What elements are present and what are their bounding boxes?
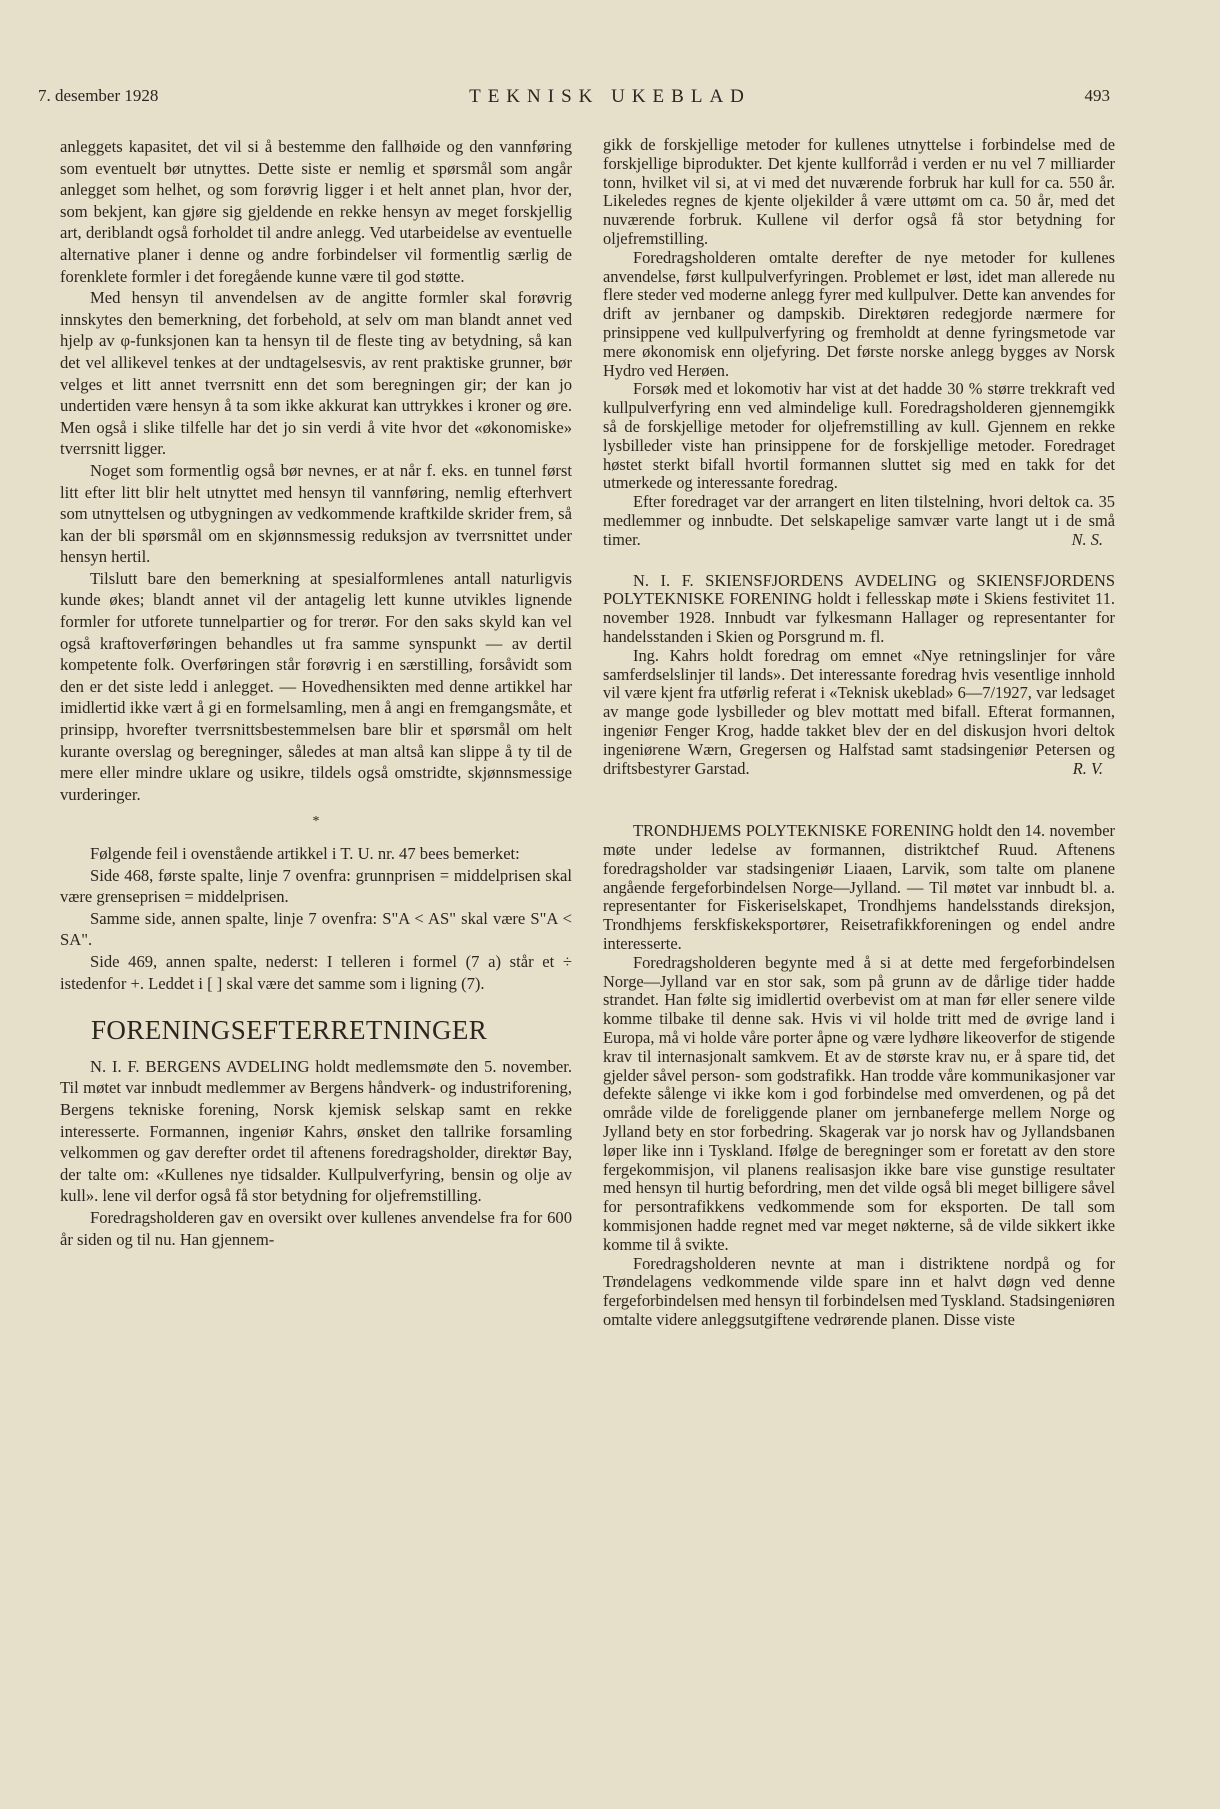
author-signature: N. S.: [1071, 529, 1103, 549]
left-column: [60, 136, 572, 1250]
section-heading: FORENINGSEFTERRETNINGER: [91, 1015, 488, 1046]
paragraph: Med hensyn til anvendelsen av de angitte formler skal forøvrig innskytes den bemerkning, det forbehold, at selv om man blandt annet ved hjelp av φ-funksjonen kan ta hensyn til de fleste ting av betydning, så kan det vel allikevel tenkes at der undtagelsesvis, av rent praktiske grunner, bør velges et litt annet tverrsnitt enn det som beregningen gir; der kan jo undertiden være hensyn å ta som ikke akkurat kan uttrykkes i kroner og øre. Men også i slike tilfelle har det jo sin verdi å vite hvor det «økonomiske» tverrsnitt ligger.: [60, 288, 572, 459]
page-number: 493: [1084, 86, 1110, 105]
paragraph: [603, 647, 1115, 779]
errata-intro: Følgende feil i ovenstående artikkel i T. U. nr. 47 bees bemerket:: [90, 844, 520, 863]
report-trondhjem: TRONDHJEMS POLYTEKNISKE FORENING holdt den 14. november møte under ledelse av formannen, distriktchef Ruud. Aftenens foredragsholder var stadsingeniør Liaaen, Larvik, som talte om planene angående fergeforbindelsen Norge—Jylland. — Til møtet var innbudt bl. a. representanter for Fiskeriselskapet, Trondhjems handelsstands direksjon, Trondhjems ferskfiskeksportører, Reisetrafikkforeningen og endel andre interesserte.: [603, 821, 1115, 954]
paragraph: gikk de forskjellige metoder for kullenes utnyttelse i forbindelse med de forskjellige biprodukter. Det kjente kullforråd i verden er nu vel 7 milliarder tonn, hvilket vil si, at vi med det nuværende forbruk har kull for ca. 550 år. Likeledes regnes de kjente oljekilder å være uttømt om ca. 50 år, med det nuværende forbruk. Kullene vil derfor også få stor betydning for oljefremstilling.: [603, 135, 1115, 248]
paragraph: Foredragsholderen nevnte at man i distriktene nordpå og for Trøndelagens vedkommende vilde spare inn et halvt døgn ved denne fergeforbindelsen med hensyn til forbindelsen med Tyskland. Stadsingeniøren omtalte videre anleggsutgiftene vedrørende planen. Disse viste: [603, 1253, 1115, 1330]
paragraph: anleggets kapasitet, det vil si å bestemme den fallhøide og den vannføring som eventuelt bør utnyttes. Dette siste er nemlig et spørsmål som angår anlegget som helhet, og som forøvrig ligger i et helt annet plan, hvor der, som bekjent, kan gjøre sig gjeldende en rekke hensyn av meget forskjellig art, deriblandt også forholdet til andre anlegg. Ved utarbeidelse av eventuelle alternative planer i denne og andre forbindelser vil formentlig særlig de forenklete formler i det foregående kunne være til god støtte.: [60, 137, 572, 286]
report-bergen: N. I. F. BERGENS AVDELING holdt medlemsmøte den 5. november. Til møtet var innbudt medlemmer av Bergens håndverk- og industriforening, Bergens tekniske forening, Norsk kjemisk selskap samt en rekke interesserte. Formannen, ingeniør Kahrs, ønsket den tallrike forsamling velkommen og gav derefter ordet til aftenens foredragsholder, direktør Bay, der talte om: «Kullenes nye tidsalder. Kullpulverfyring, bensin og olje av kull». lene vil derfor også få stor betydning for oljefremstilling.: [60, 1056, 572, 1206]
paragraph-text: Ing. Kahrs holdt foredrag om emnet «Nye retningslinjer for våre samferdselslinjer til lands». Det interessante foredrag hvis vesentlige innhold vil være kjent fra utførlig referat i «Teknisk ukeblad» 6—7/1927, var ledsaget av mange gode lysbilleder og blev mottatt med bifall. Efterat formannen, ingeniør Fenger Krog, hadde takket blev der en del diskusjon hvori deltok ingeniørene Wærn, Gregersen og Halfstad samt stadsingeniør Petersen og driftsbestyrer Garstad.: [603, 645, 1115, 778]
errata-item: Side 468, første spalte, linje 7 ovenfra: grunnprisen = middelprisen skal være grenseprisen = middelprisen.: [60, 865, 572, 907]
paragraph-text: Efter foredraget var der arrangert en liten tilstelning, hvori deltok ca. 35 medlemmer og innbudte. Det selskapelige samvær varte langt ut i de små timer.: [603, 492, 1115, 549]
section-divider: *: [312, 814, 320, 830]
paragraph: Forsøk med et lokomotiv har vist at det hadde 30 % større trekkraft ved kullpulverfyring enn ved almindelige kull. Foredragsholderen gjennemgikk så de forskjellige metoder for oljefremstilling av kull. Gjennem en rekke lysbilleder viste han prinsippene for de forskjellige metoder. Foredraget høstet sterkt bifall hvortil formannen sluttet sig med en takk for det utmerkede og interessante foredrag.: [603, 379, 1115, 493]
paragraph: Foredragsholderen begynte med å si at dette med fergeforbindelsen Norge—Jylland var en stor sak, som på grunn av de dårlige tider hadde strandet. Han følte sig imidlertid overbevist om at man før eller senere vilde komme tilbake til denne sak. Hvis vi vil holde tritt med de øvrige land i Europa, må vi holde våre porter åpne og være lydhøre likeoverfor de stigende krav til internasjonalt samkvem. Et av de største krav nu, er å spare tid, det gjelder såvel person- som godstrafikk. Han trodde våre kommunikasjoner var defekte sålenge vi ikke kom i god forbindelse med omverdenen, og på det område vilde de foreliggende planer om jernbaneferge mellem Norge og Jylland bety en stor forbedring. Skagerak var jo norsk hav og Jyllandsbanen løper like inn i Tyskland. Ifølge de beregninger som er foretatt av den store fergekommisjon, vil planens realisasjon ikke bare vise gunstige resultater med hensyn til hurtig befordring, men det vilde også bli meget billigere såvel for persontrafikkens vedkommende som for eksporten. De tall som kommisjonen hadde regnet med var meget nøkterne, så de vilde sikkert ikke komme til å svikte.: [603, 952, 1115, 1254]
paragraph: Foredragsholderen omtalte derefter de nye metoder for kullenes anvendelse, først kullpulverfyringen. Problemet er løst, idet man allerede nu flere steder ved moderne anlegg fyrer med kullpulver. Dette kan anvendes for drift av jernbaner og dampskib. Direktøren redegjorde nærmere for prinsippene ved kullpulverfyring og fremholdt at denne fyringsmetode var mere økonomisk enn oljefyring. Det første norske anlegg bygges av Norsk Hydro ved Herøen.: [603, 247, 1115, 380]
paragraph: [603, 493, 1115, 549]
paragraph: Tilslutt bare den bemerkning at spesialformlenes antall naturligvis kunde økes; blandt annet vil der antagelig lett kunne utvikles lignende formler for utforete tunnelpartier og for trerør. For den saks skyld kan vel også kraftoverføringen behandles ut fra samme synspunkt — av dertil kompetente folk. Overføringen står forøvrig i en særstilling, forsåvidt som den er det siste ledd i anlegget. — Hovedhensikten med denne artikkel har imidlertid ikke vært å gi en formelsamling, men å angi en fremgangsmåte, et prinsipp, hvorefter tverrsnittsbestemmelsen bare blir et spørsmål om helt kurante overslag og beregninger, således at man altså kan slippe å ty til de mere eller mindre uklare og usikre, tildels også omstridte, skjønnsmessige vurderinger.: [60, 568, 572, 804]
paragraph: Noget som formentlig også bør nevnes, er at når f. eks. en tunnel først litt efter litt blir helt utnyttet med hensyn til vannføring, nemlig efterhvert som utnyttelsen og utbygningen av vedkommende kraftkilde skrider frem, så kan der bli spørsmål om en skjønnsmessig reduksjon av tverrsnittet under hensyn hertil.: [60, 460, 572, 567]
errata-item: Samme side, annen spalte, linje 7 ovenfra: S"A < AS" skal være S"A < SA".: [60, 908, 572, 950]
right-column: [603, 136, 1115, 1330]
errata-item: Side 469, annen spalte, nederst: I telleren i formel (7 a) står et ÷ istedenfor +. Leddet i [ ] skal være det samme som i ligning (7).: [60, 951, 572, 993]
report-skien: N. I. F. SKIENSFJORDENS AVDELING og SKIENSFJORDENS POLYTEKNISKE FORENING holdt i fellesskap møte i Skiens festivitet 11. november 1928. Innbudt var fylkesmann Hallager og representanter for handelsstanden i Skien og Porsgrund m. fl.: [603, 570, 1115, 646]
paragraph: Foredragsholderen gav en oversikt over kullenes anvendelse fra for 600 år siden og til nu. Han gjennem-: [60, 1207, 572, 1249]
author-signature: R. V.: [1072, 758, 1103, 778]
issue-date: 7. desember 1928: [38, 86, 159, 105]
journal-title: TEKNISK UKEBLAD: [469, 86, 751, 107]
